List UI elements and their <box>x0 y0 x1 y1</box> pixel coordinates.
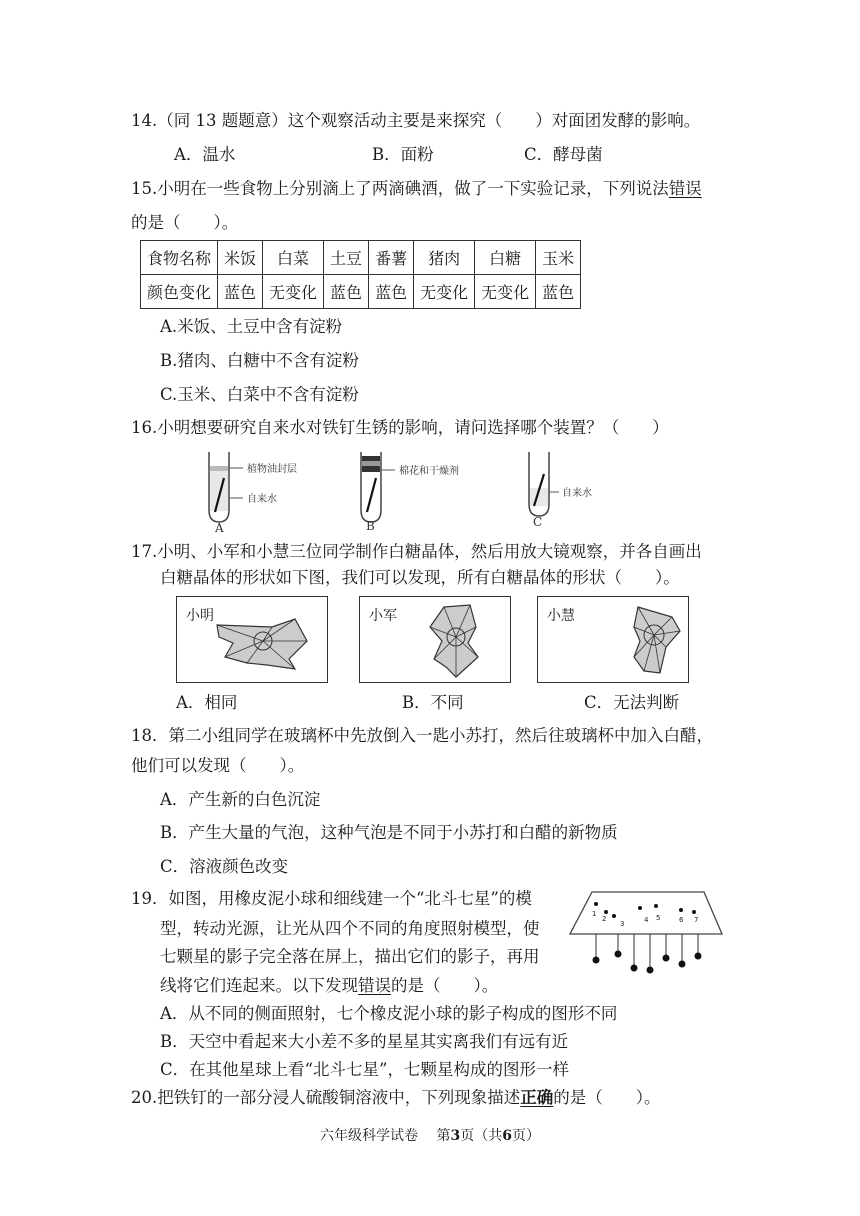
q20-emphasis: 正确 <box>520 1088 554 1107</box>
q17-option-a: A．相同 <box>176 693 238 712</box>
star-number: 3 <box>620 920 625 928</box>
star-number: 6 <box>679 916 684 924</box>
q15-option-c: C.玉米、白菜中不含有淀粉 <box>160 385 359 404</box>
table-cell: 白菜 <box>263 241 324 275</box>
tube-c-water-label: 自来水 <box>562 488 592 499</box>
q16-stem: 16.小明想要研究自来水对铁钉生锈的影响，请问选择哪个装置？（ ） <box>131 418 669 437</box>
q19-stem-line3: 七颗星的影子完全落在屏上，描出它们的影子，再用 <box>160 947 540 966</box>
page-total: 6 <box>502 1128 512 1144</box>
crystal-box-label: 小明 <box>186 608 214 624</box>
star-number: 1 <box>592 910 597 918</box>
table-cell: 蓝色 <box>536 275 581 309</box>
q19-stem-line2: 型，转动光源，让光从四个不同的角度照射模型，使 <box>160 919 540 938</box>
table-cell: 颜色变化 <box>141 275 218 309</box>
q15-stem-line2: 的是（ ）。 <box>131 213 239 232</box>
crystal-box-xiaoming <box>176 596 328 683</box>
table-cell: 土豆 <box>324 241 369 275</box>
table-cell: 无变化 <box>414 275 475 309</box>
test-tube-c <box>529 452 559 516</box>
crystal-drawing <box>538 597 688 682</box>
q14-option-c: C．酵母菌 <box>524 145 603 164</box>
tube-a-water-label: 自来水 <box>247 494 277 505</box>
crystal-box-label: 小军 <box>369 608 397 624</box>
tube-a-letter: A <box>215 521 224 532</box>
table-cell: 米饭 <box>218 241 263 275</box>
table-cell: 猪肉 <box>414 241 475 275</box>
tube-c-letter: C <box>533 515 543 529</box>
star-number: 2 <box>602 915 607 923</box>
q15-option-b: B.猪肉、白糖中不含有淀粉 <box>160 351 359 370</box>
q17-option-c: C．无法判断 <box>584 693 680 712</box>
table-cell: 无变化 <box>263 275 324 309</box>
q18-stem-line2: 他们可以发现（ ）。 <box>131 756 305 775</box>
crystal-box-xiaojun <box>359 596 511 683</box>
q18-stem-line1: 18．第二小组同学在玻璃杯中先放倒入一匙小苏打，然后往玻璃杯中加入白醋， <box>131 726 713 745</box>
star-number: 5 <box>656 914 661 922</box>
food-iodine-table <box>140 240 581 309</box>
star-number: 4 <box>644 916 649 924</box>
q17-option-b: B．不同 <box>402 693 464 712</box>
test-tube-b <box>361 452 395 522</box>
crystal-box-label: 小慧 <box>547 608 575 624</box>
q17-stem-line1: 17.小明、小军和小慧三位同学制作白糖晶体，然后用放大镜观察，并各自画出 <box>131 542 702 561</box>
table-cell: 番薯 <box>369 241 414 275</box>
table-cell: 食物名称 <box>141 241 218 275</box>
table-cell: 白糖 <box>475 241 536 275</box>
crystal-drawing <box>360 597 510 682</box>
table-cell: 蓝色 <box>324 275 369 309</box>
q20-stem: 20.把铁钉的一部分浸人硫酸铜溶液中，下列现象描述正确的是（ ）。 <box>131 1088 661 1107</box>
star-number: 7 <box>694 916 699 924</box>
q14-stem: 14.（同 13 题题意）这个观察活动主要是来探究（ ）对面团发酵的影响。 <box>131 111 701 130</box>
q14-option-b: B．面粉 <box>372 145 434 164</box>
table-cell: 蓝色 <box>369 275 414 309</box>
crystal-box-xiaohui <box>537 596 689 683</box>
page-number: 3 <box>450 1128 461 1144</box>
page-footer: 六年级科学试卷 第3页（共6页） <box>320 1128 540 1144</box>
q17-stem-line2: 白糖晶体的形状如下图，我们可以发现，所有白糖晶体的形状（ ）。 <box>160 568 680 587</box>
q15-emphasis: 错误 <box>668 179 702 198</box>
table-cell: 玉米 <box>536 241 581 275</box>
q19-option-b: B．天空中看起来大小差不多的星星其实离我们有远有近 <box>160 1032 569 1051</box>
q19-emphasis: 错误 <box>358 976 391 995</box>
q19-stem-line4: 线将它们连起来。以下发现错误的是（ ）。 <box>160 976 499 995</box>
table-row <box>141 241 581 275</box>
q15-stem-line1: 15.小明在一些食物上分别滴上了两滴碘酒，做了一下实验记录，下列说法错误 <box>131 179 702 198</box>
q19-option-a: A．从不同的侧面照射，七个橡皮泥小球的影子构成的图形不同 <box>160 1004 618 1023</box>
tube-b-letter: B <box>366 519 375 532</box>
q19-option-c: C．在其他星球上看“北斗七星”，七颗星构成的图形一样 <box>160 1060 569 1079</box>
q19-stem-line1: 19．如图，用橡皮泥小球和细线建一个“北斗七星”的模 <box>131 889 532 908</box>
big-dipper-model-figure <box>566 886 726 982</box>
table-cell: 无变化 <box>475 275 536 309</box>
tube-b-cotton-label: 棉花和干燥剂 <box>399 466 459 477</box>
table-row <box>141 275 581 309</box>
q18-option-a: A．产生新的白色沉淀 <box>160 790 321 809</box>
q14-option-a: A．温水 <box>174 145 236 164</box>
table-cell: 蓝色 <box>218 275 263 309</box>
q18-option-c: C．溶液颜色改变 <box>160 857 289 876</box>
crystal-drawing <box>177 597 327 682</box>
q15-option-a: A.米饭、土豆中含有淀粉 <box>160 317 343 336</box>
tube-a-oil-label: 植物油封层 <box>247 464 297 475</box>
test-tube-setups-figure <box>195 448 615 532</box>
test-tube-a <box>209 452 243 522</box>
q18-option-b: B．产生大量的气泡，这种气泡是不同于小苏打和白醋的新物质 <box>160 823 618 842</box>
